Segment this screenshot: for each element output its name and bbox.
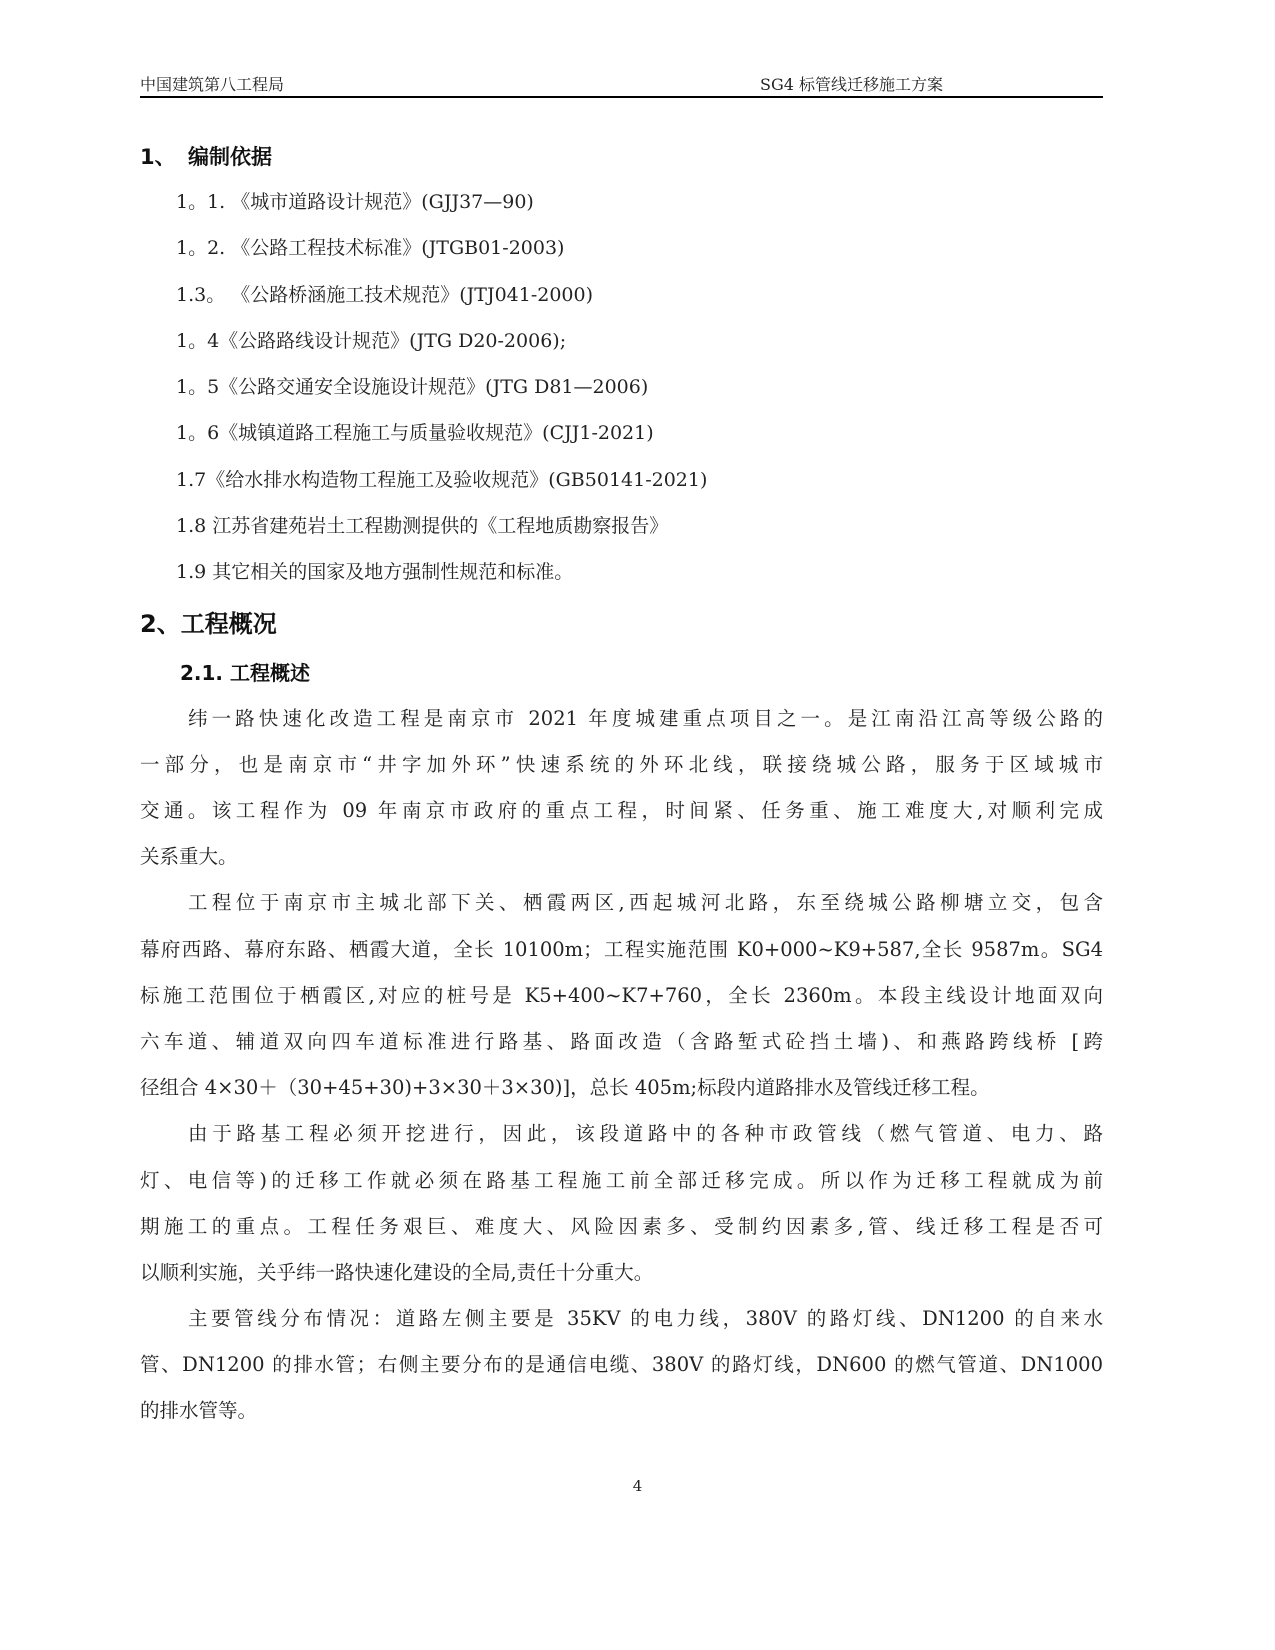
reference-item: 1.3。 《公路桥涵施工技术规范》(JTJ041-2000) bbox=[176, 283, 594, 306]
reference-list bbox=[140, 179, 1103, 596]
paragraph-location bbox=[140, 880, 1103, 1111]
paragraph-line: 期施工的重点。工程任务艰巨、难度大、风险因素多、受制约因素多,管、线迁移工程是否可 bbox=[140, 1214, 1103, 1238]
section-2-heading: 2、工程概况 bbox=[140, 609, 277, 638]
header-organization: 中国建筑第八工程局 bbox=[140, 75, 285, 94]
paragraph-line: 主要管线分布情况：道路左侧主要是 35KV 的电力线，380V 的路灯线、DN1200 的自来水 bbox=[188, 1307, 1103, 1331]
paragraph-overview bbox=[140, 696, 1103, 881]
paragraph-line: 管、DN1200 的排水管；右侧主要分布的是通信电缆、380V 的路灯线，DN600 的燃气管道、DN1000 bbox=[140, 1353, 1103, 1377]
header-document-title: SG4 标管线迁移施工方案 bbox=[760, 75, 944, 94]
paragraph-line: 工程位于南京市主城北部下关、栖霞两区,西起城河北路，东至绕城公路柳塘立交，包含 bbox=[188, 891, 1103, 915]
section-1-heading bbox=[140, 135, 1103, 179]
paragraph-line: 纬一路快速化改造工程是南京市 2021 年度城建重点项目之一。是江南沿江高等级公路的 bbox=[188, 706, 1103, 730]
paragraph-line: 由于路基工程必须开挖进行，因此，该段道路中的各种市政管线（燃气管道、电力、路 bbox=[188, 1122, 1103, 1146]
paragraph-line: 一部分，也是南京市“井字加外环”快速系统的外环北线，联接绕城公路，服务于区域城市 bbox=[140, 752, 1103, 776]
reference-item: 1.7《给水排水构造物工程施工及验收规范》(GB50141-2021) bbox=[176, 468, 708, 491]
subsection-2-1-heading: 2.1. 工程概述 bbox=[180, 660, 310, 685]
paragraph-relocation bbox=[140, 1111, 1103, 1296]
paragraph-pipelines bbox=[140, 1296, 1103, 1435]
reference-item: 1。1. 《城市道路设计规范》(GJJ37—90) bbox=[176, 191, 534, 213]
reference-item: 1。6《城镇道路工程施工与质量验收规范》(CJJ1-2021) bbox=[176, 422, 654, 445]
paragraph-line: 灯、电信等)的迁移工作就必须在路基工程施工前全部迁移完成。所以作为迁移工程就成为前 bbox=[140, 1168, 1103, 1192]
reference-item: 1.8 江苏省建苑岩土工程勘测提供的《工程地质勘察报告》 bbox=[176, 515, 669, 538]
page-number: 4 bbox=[632, 1477, 643, 1495]
paragraph-line: 径组合 4×30＋（30+45+30)+3×30＋3×30)]，总长 405m;标段内道路排水及管线迁移工程。 bbox=[140, 1076, 990, 1100]
paragraph-line: 六车道、辅道双向四车道标准进行路基、路面改造（含路堑式砼挡土墙)、和燕路跨线桥 [跨 bbox=[140, 1029, 1103, 1053]
page-header bbox=[140, 72, 1103, 96]
paragraph-line: 交通。该工程作为 09 年南京市政府的重点工程，时间紧、任务重、施工难度大,对顺利完成 bbox=[140, 799, 1103, 823]
document-body bbox=[140, 135, 1103, 1435]
reference-item: 1。5《公路交通安全设施设计规范》(JTG D81—2006) bbox=[176, 376, 649, 399]
section-1-number: 1、 bbox=[140, 145, 176, 169]
reference-item: 1。4《公路路线设计规范》(JTG D20-2006); bbox=[176, 329, 567, 352]
paragraph-line: 标施工范围位于栖霞区,对应的桩号是 K5+400~K7+760，全长 2360m。本段主线设计地面双向 bbox=[140, 983, 1103, 1007]
paragraph-line: 的排水管等。 bbox=[140, 1399, 258, 1423]
paragraph-line: 关系重大。 bbox=[140, 845, 238, 869]
paragraph-line: 以顺利实施，关乎纬一路快速化建设的全局,责任十分重大。 bbox=[140, 1260, 654, 1284]
reference-item: 1.9 其它相关的国家及地方强制性规范和标准。 bbox=[176, 561, 574, 584]
reference-item: 1。2. 《公路工程技术标准》(JTGB01-2003) bbox=[176, 237, 565, 260]
paragraph-line: 幕府西路、幕府东路、栖霞大道，全长 10100m；工程实施范围 K0+000~K9+587,全长 9587m。SG4 bbox=[140, 937, 1103, 961]
section-1-title: 编制依据 bbox=[188, 145, 272, 169]
header-divider bbox=[140, 96, 1103, 98]
